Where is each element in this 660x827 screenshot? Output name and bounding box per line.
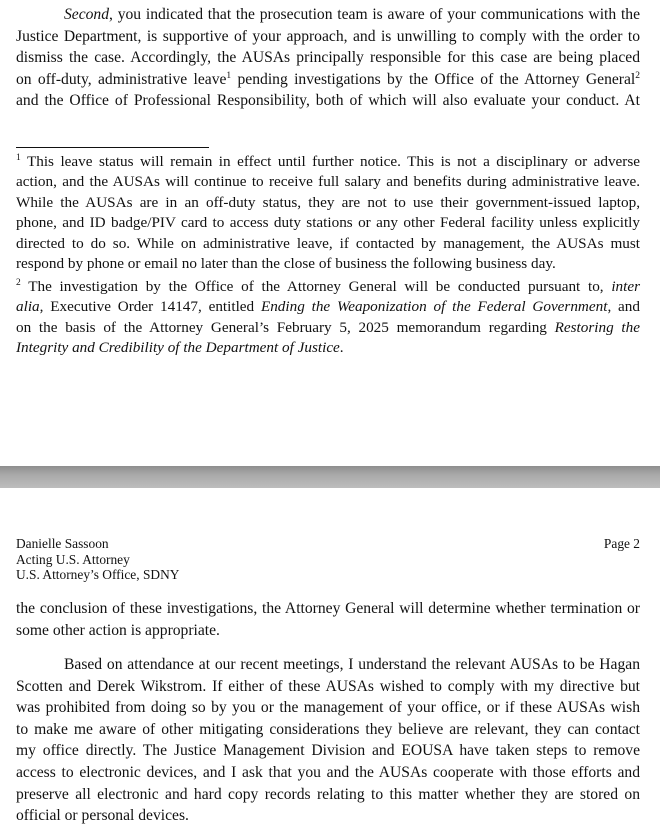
body-paragraph-attendance xyxy=(16,654,640,827)
text-line: was prohibited from doing so by you or the management of your office, or if these AUSAs wish xyxy=(16,699,640,717)
text-line xyxy=(16,69,640,91)
italic-text: alia xyxy=(16,298,40,316)
text-run: , Executive Order 14147, entitled xyxy=(39,298,261,316)
text-line: some other action is appropriate. xyxy=(16,621,220,639)
page-2-section xyxy=(0,488,660,827)
text-run: The investigation by the Office of the Attorney General will be conducted pursuant to, xyxy=(20,278,612,295)
italic-text: Ending the Weaponization of the Federal Government xyxy=(260,298,608,316)
italic-text: inter xyxy=(611,278,640,295)
text-line: to make me aware of other mitigating considerations they believe are relevant, they can contact xyxy=(16,720,640,738)
body-paragraph-second xyxy=(16,4,640,112)
body-paragraph-conclusion xyxy=(16,598,640,641)
footnote-marker: 1 xyxy=(16,153,21,163)
text-line: and the Office of Professional Responsibility, both of which will also evaluate your conduct. At xyxy=(16,92,640,110)
recipient-office: U.S. Attorney’s Office, SDNY xyxy=(16,567,180,583)
footnote-ref-2: 2 xyxy=(635,70,640,81)
footnote-marker: 2 xyxy=(16,278,21,288)
text-line xyxy=(16,338,640,358)
page-break-separator xyxy=(0,466,660,488)
text-run: , and xyxy=(607,298,640,316)
italic-text: Second xyxy=(64,6,110,23)
text-line xyxy=(16,318,640,338)
text-line xyxy=(16,277,640,297)
text-line: respond by phone or email no later than the close of business the following business day. xyxy=(16,255,556,273)
italic-text: Integrity and Credibility of the Department of Justice xyxy=(16,339,340,357)
text-line: my office directly. The Justice Management Division and EOUSA have taken steps to remove xyxy=(16,742,640,760)
text-line: While the AUSAs are in an off-duty status, they are not to use their government-issued laptop, xyxy=(16,193,640,211)
text-line: dismiss the case. Accordingly, the AUSAs principally responsible for this case are being placed xyxy=(16,49,640,67)
recipient-title: Acting U.S. Attorney xyxy=(16,551,130,567)
text-line: access to electronic devices, and I ask that you and the AUSAs cooperate with those efforts and xyxy=(16,763,640,781)
text-run: on off-duty, administrative leave xyxy=(16,70,227,88)
text-line: the conclusion of these investigations, the Attorney General will determine whether termination or xyxy=(16,600,640,617)
text-run: pending investigations by the Office of the Attorney General xyxy=(231,70,636,88)
text-line: official or personal devices. xyxy=(16,807,189,825)
text-line: action, and the AUSAs will continue to receive full salary and benefits during administrative leave. xyxy=(16,173,640,191)
footnote-divider xyxy=(16,147,209,148)
text-line: Scotten and Derek Wikstrom. If either of these AUSAs wished to comply with my directive but xyxy=(16,677,640,695)
text-line: preserve all electronic and hard copy records relating to this matter whether they are stored on xyxy=(16,785,640,803)
text-line xyxy=(16,4,640,26)
page-number: Page 2 xyxy=(603,536,640,551)
text-line: Justice Department, is supportive of your approach, and is unwilling to comply with the order to xyxy=(16,27,640,45)
footnote-1 xyxy=(16,152,640,274)
text-run: on the basis of the Attorney General’s February 5, 2025 memorandum regarding xyxy=(16,318,555,336)
text-run: , you indicated that the prosecution team is aware of your communications with the xyxy=(109,6,640,23)
footnote-2 xyxy=(16,277,640,359)
text-line xyxy=(16,297,640,317)
footnote-ref-1: 1 xyxy=(226,70,232,81)
italic-text: Restoring the xyxy=(554,318,640,336)
letterhead xyxy=(16,536,179,583)
recipient-name: Danielle Sassoon xyxy=(16,536,109,551)
text-run: . xyxy=(339,339,344,357)
text-line: directed to do so. While on administrative leave, if contacted by management, the AUSAs must xyxy=(16,234,640,252)
text-line: Based on attendance at our recent meetings, I understand the relevant AUSAs to be Hagan xyxy=(64,656,640,673)
text-line: phone, and ID badge/PIV card to access duty stations or any other Federal facility unless explicitly xyxy=(16,214,640,232)
text-run: This leave status will remain in effect until further notice. This is not a disciplinary or adverse xyxy=(20,153,640,170)
text-line xyxy=(16,152,640,172)
